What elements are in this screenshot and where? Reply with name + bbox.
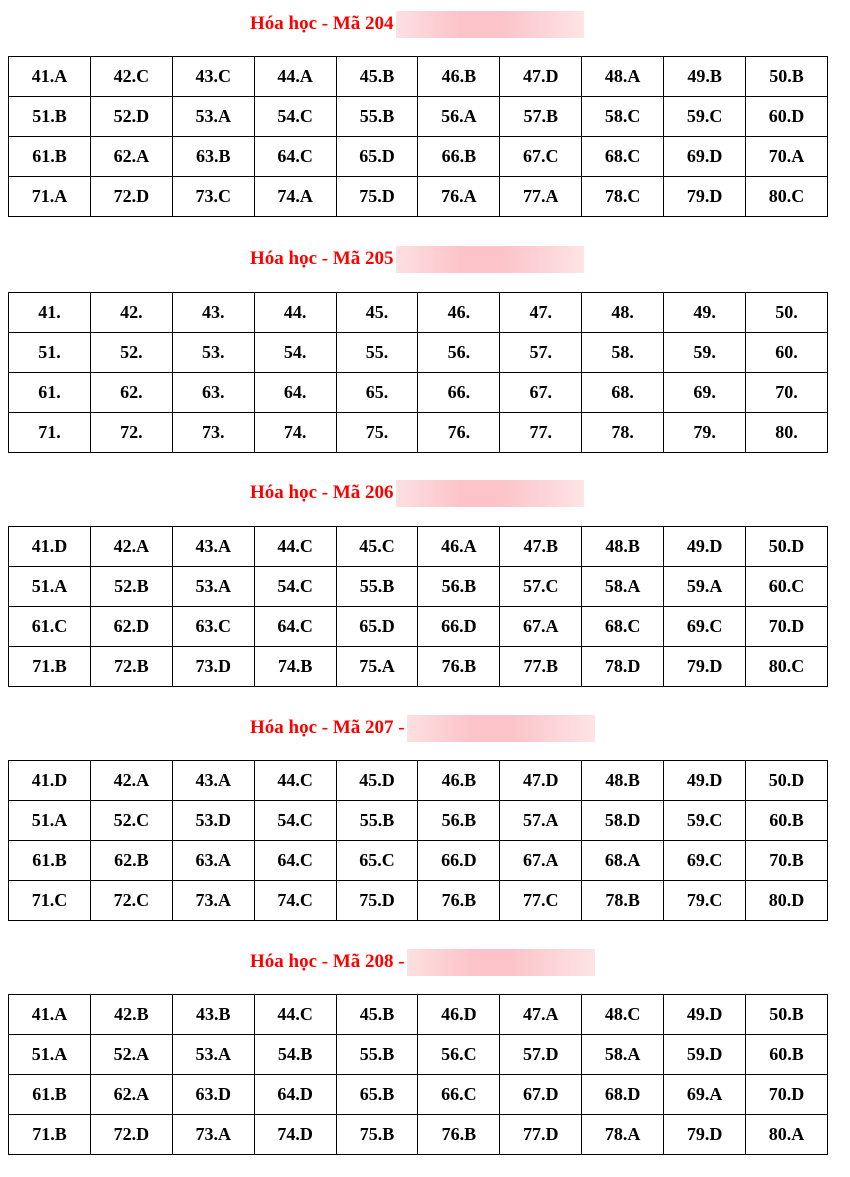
answer-cell: 69.A <box>664 1075 746 1115</box>
answer-cell: 73.D <box>172 647 254 687</box>
answer-cell: 64.C <box>254 607 336 647</box>
answer-cell: 48.B <box>582 761 664 801</box>
answer-cell: 57. <box>500 333 582 373</box>
answer-cell: 66.B <box>418 137 500 177</box>
answer-cell: 68.C <box>582 137 664 177</box>
answer-cell: 47. <box>500 293 582 333</box>
answer-cell: 41.A <box>9 995 91 1035</box>
answer-cell: 80.C <box>746 647 828 687</box>
table-row <box>9 527 828 567</box>
answer-cell: 64. <box>254 373 336 413</box>
answer-cell: 70.B <box>746 841 828 881</box>
answer-cell: 46.D <box>418 995 500 1035</box>
answer-cell: 65.D <box>336 607 418 647</box>
answer-cell: 44.C <box>254 761 336 801</box>
answer-cell: 79.D <box>664 1115 746 1155</box>
answer-cell: 66.C <box>418 1075 500 1115</box>
section-title: Hóa học - Mã 207 - <box>250 717 405 738</box>
answer-cell: 72. <box>90 413 172 453</box>
answer-cell: 43.C <box>172 57 254 97</box>
answer-cell: 47.B <box>500 527 582 567</box>
table-row <box>9 1075 828 1115</box>
answer-cell: 67.C <box>500 137 582 177</box>
answer-cell: 56.A <box>418 97 500 137</box>
answer-cell: 55. <box>336 333 418 373</box>
answer-cell: 43. <box>172 293 254 333</box>
answer-cell: 79.C <box>664 881 746 921</box>
answer-cell: 70.D <box>746 1075 828 1115</box>
answer-cell: 57.A <box>500 801 582 841</box>
answer-cell: 51.A <box>9 1035 91 1075</box>
redacted-blur-block <box>396 11 584 38</box>
answer-cell: 48.C <box>582 995 664 1035</box>
answer-cell: 54.C <box>254 801 336 841</box>
answer-cell: 76.B <box>418 881 500 921</box>
answer-cell: 62. <box>90 373 172 413</box>
answer-table <box>8 292 828 453</box>
answer-cell: 52.A <box>90 1035 172 1075</box>
answer-cell: 52.B <box>90 567 172 607</box>
answer-cell: 54.C <box>254 97 336 137</box>
answer-cell: 57.B <box>500 97 582 137</box>
answer-cell: 69.C <box>664 841 746 881</box>
section-title-row <box>8 9 828 39</box>
answer-cell: 46. <box>418 293 500 333</box>
answer-cell: 56. <box>418 333 500 373</box>
answer-cell: 71. <box>9 413 91 453</box>
answer-cell: 66.D <box>418 607 500 647</box>
answer-cell: 69.D <box>664 137 746 177</box>
answer-cell: 51.A <box>9 801 91 841</box>
answer-cell: 80.A <box>746 1115 828 1155</box>
answer-cell: 52.D <box>90 97 172 137</box>
answer-cell: 61.B <box>9 137 91 177</box>
answer-cell: 67. <box>500 373 582 413</box>
answer-cell: 44.C <box>254 995 336 1035</box>
answer-cell: 60.D <box>746 97 828 137</box>
answer-cell: 75.D <box>336 881 418 921</box>
answer-cell: 45.B <box>336 995 418 1035</box>
answer-cell: 65. <box>336 373 418 413</box>
answer-cell: 50.B <box>746 995 828 1035</box>
answer-cell: 61. <box>9 373 91 413</box>
answer-cell: 42.C <box>90 57 172 97</box>
answer-cell: 67.D <box>500 1075 582 1115</box>
section-title: Hóa học - Mã 204 <box>250 13 394 34</box>
answer-cell: 71.B <box>9 1115 91 1155</box>
answer-cell: 42.A <box>90 527 172 567</box>
answer-cell: 46.B <box>418 57 500 97</box>
answer-cell: 61.B <box>9 841 91 881</box>
answer-cell: 63. <box>172 373 254 413</box>
answer-cell: 75.D <box>336 177 418 217</box>
answer-cell: 73. <box>172 413 254 453</box>
answer-cell: 47.A <box>500 995 582 1035</box>
answer-cell: 71.C <box>9 881 91 921</box>
answer-cell: 42.A <box>90 761 172 801</box>
answer-cell: 41.A <box>9 57 91 97</box>
answer-cell: 41.D <box>9 527 91 567</box>
answer-cell: 53.A <box>172 97 254 137</box>
answer-cell: 43.B <box>172 995 254 1035</box>
answer-cell: 51.B <box>9 97 91 137</box>
answer-cell: 45. <box>336 293 418 333</box>
answer-cell: 42. <box>90 293 172 333</box>
answer-cell: 46.A <box>418 527 500 567</box>
answer-cell: 44. <box>254 293 336 333</box>
answer-cell: 56.B <box>418 801 500 841</box>
answer-cell: 68.A <box>582 841 664 881</box>
answer-cell: 59.C <box>664 97 746 137</box>
answer-cell: 72.B <box>90 647 172 687</box>
answer-cell: 62.D <box>90 607 172 647</box>
answer-cell: 51.A <box>9 567 91 607</box>
table-row <box>9 1115 828 1155</box>
answer-cell: 55.B <box>336 1035 418 1075</box>
section-title-row <box>8 713 828 743</box>
answer-cell: 49.B <box>664 57 746 97</box>
answer-cell: 77. <box>500 413 582 453</box>
answer-cell: 78.D <box>582 647 664 687</box>
answer-cell: 63.B <box>172 137 254 177</box>
redacted-blur-block <box>396 246 584 273</box>
answer-cell: 43.A <box>172 527 254 567</box>
answer-cell: 73.A <box>172 881 254 921</box>
answer-cell: 77.C <box>500 881 582 921</box>
answer-cell: 77.B <box>500 647 582 687</box>
table-row <box>9 841 828 881</box>
answer-cell: 72.D <box>90 177 172 217</box>
answer-cell: 67.A <box>500 841 582 881</box>
redacted-blur-block <box>407 949 595 976</box>
answer-table <box>8 760 828 921</box>
answer-cell: 41.D <box>9 761 91 801</box>
answer-cell: 79.D <box>664 177 746 217</box>
answer-cell: 48.A <box>582 57 664 97</box>
answer-cell: 41. <box>9 293 91 333</box>
answer-cell: 68.C <box>582 607 664 647</box>
answer-cell: 64.C <box>254 841 336 881</box>
answer-cell: 58.A <box>582 567 664 607</box>
answer-cell: 49.D <box>664 761 746 801</box>
table-row <box>9 567 828 607</box>
answer-cell: 76.B <box>418 647 500 687</box>
answer-cell: 53.D <box>172 801 254 841</box>
section-title-row <box>8 244 828 274</box>
answer-cell: 50.D <box>746 527 828 567</box>
answer-cell: 59.D <box>664 1035 746 1075</box>
answer-cell: 60.B <box>746 801 828 841</box>
answer-cell: 57.C <box>500 567 582 607</box>
answer-cell: 63.D <box>172 1075 254 1115</box>
answer-cell: 78.C <box>582 177 664 217</box>
answer-cell: 49.D <box>664 527 746 567</box>
answer-cell: 58.D <box>582 801 664 841</box>
answer-cell: 69. <box>664 373 746 413</box>
answer-cell: 61.B <box>9 1075 91 1115</box>
answer-cell: 62.A <box>90 1075 172 1115</box>
answer-cell: 43.A <box>172 761 254 801</box>
answer-cell: 61.C <box>9 607 91 647</box>
answer-cell: 62.B <box>90 841 172 881</box>
table-row <box>9 293 828 333</box>
table-row <box>9 333 828 373</box>
answer-cell: 71.A <box>9 177 91 217</box>
table-row <box>9 647 828 687</box>
answer-cell: 76.B <box>418 1115 500 1155</box>
answer-cell: 74.A <box>254 177 336 217</box>
answer-cell: 51. <box>9 333 91 373</box>
answer-cell: 59.C <box>664 801 746 841</box>
answer-cell: 58. <box>582 333 664 373</box>
answer-cell: 57.D <box>500 1035 582 1075</box>
answer-cell: 78.B <box>582 881 664 921</box>
answer-cell: 50.D <box>746 761 828 801</box>
answer-cell: 74. <box>254 413 336 453</box>
answer-cell: 80. <box>746 413 828 453</box>
answer-cell: 44.A <box>254 57 336 97</box>
answer-cell: 45.D <box>336 761 418 801</box>
answer-cell: 47.D <box>500 761 582 801</box>
answer-cell: 56.C <box>418 1035 500 1075</box>
table-row <box>9 177 828 217</box>
answer-cell: 54. <box>254 333 336 373</box>
answer-cell: 73.A <box>172 1115 254 1155</box>
answer-cell: 66.D <box>418 841 500 881</box>
answer-cell: 70.A <box>746 137 828 177</box>
answer-cell: 50. <box>746 293 828 333</box>
answer-cell: 56.B <box>418 567 500 607</box>
answer-cell: 74.D <box>254 1115 336 1155</box>
answer-cell: 49. <box>664 293 746 333</box>
answer-cell: 78.A <box>582 1115 664 1155</box>
answer-cell: 65.C <box>336 841 418 881</box>
answer-cell: 66. <box>418 373 500 413</box>
table-row <box>9 995 828 1035</box>
answer-cell: 75. <box>336 413 418 453</box>
answer-cell: 69.C <box>664 607 746 647</box>
answer-cell: 55.B <box>336 567 418 607</box>
answer-cell: 54.B <box>254 1035 336 1075</box>
answer-cell: 54.C <box>254 567 336 607</box>
answer-cell: 76.A <box>418 177 500 217</box>
table-row <box>9 801 828 841</box>
answer-cell: 58.C <box>582 97 664 137</box>
table-row <box>9 881 828 921</box>
answer-cell: 52.C <box>90 801 172 841</box>
answer-table <box>8 56 828 217</box>
answer-cell: 68. <box>582 373 664 413</box>
answer-cell: 78. <box>582 413 664 453</box>
table-row <box>9 97 828 137</box>
section-title: Hóa học - Mã 208 - <box>250 951 405 972</box>
answer-cell: 80.C <box>746 177 828 217</box>
answer-cell: 76. <box>418 413 500 453</box>
answer-cell: 55.B <box>336 97 418 137</box>
answer-cell: 58.A <box>582 1035 664 1075</box>
answer-cell: 60.B <box>746 1035 828 1075</box>
answer-cell: 75.B <box>336 1115 418 1155</box>
table-row <box>9 761 828 801</box>
answer-cell: 60. <box>746 333 828 373</box>
answer-cell: 71.B <box>9 647 91 687</box>
answer-cell: 50.B <box>746 57 828 97</box>
table-row <box>9 373 828 413</box>
answer-cell: 48.B <box>582 527 664 567</box>
table-row <box>9 137 828 177</box>
answer-cell: 74.C <box>254 881 336 921</box>
redacted-blur-block <box>407 715 595 742</box>
answer-cell: 53.A <box>172 1035 254 1075</box>
answer-cell: 63.A <box>172 841 254 881</box>
answer-cell: 79. <box>664 413 746 453</box>
answer-cell: 65.D <box>336 137 418 177</box>
answer-cell: 80.D <box>746 881 828 921</box>
section-title-row <box>8 947 828 977</box>
answer-cell: 74.B <box>254 647 336 687</box>
answer-cell: 72.C <box>90 881 172 921</box>
table-row <box>9 413 828 453</box>
answer-cell: 59.A <box>664 567 746 607</box>
answer-cell: 79.D <box>664 647 746 687</box>
answer-cell: 70. <box>746 373 828 413</box>
table-row <box>9 607 828 647</box>
answer-cell: 75.A <box>336 647 418 687</box>
answer-cell: 67.A <box>500 607 582 647</box>
answer-table <box>8 526 828 687</box>
section-title: Hóa học - Mã 206 <box>250 482 394 503</box>
answer-cell: 59. <box>664 333 746 373</box>
answer-cell: 63.C <box>172 607 254 647</box>
answer-cell: 52. <box>90 333 172 373</box>
answer-cell: 53. <box>172 333 254 373</box>
answer-cell: 77.D <box>500 1115 582 1155</box>
section-title-row <box>8 478 828 508</box>
answer-cell: 53.A <box>172 567 254 607</box>
table-row <box>9 57 828 97</box>
answer-cell: 62.A <box>90 137 172 177</box>
answer-cell: 64.D <box>254 1075 336 1115</box>
answer-cell: 49.D <box>664 995 746 1035</box>
answer-cell: 55.B <box>336 801 418 841</box>
answer-table <box>8 994 828 1155</box>
redacted-blur-block <box>396 480 584 507</box>
answer-cell: 45.C <box>336 527 418 567</box>
answer-cell: 68.D <box>582 1075 664 1115</box>
answer-cell: 73.C <box>172 177 254 217</box>
answer-cell: 46.B <box>418 761 500 801</box>
answer-cell: 44.C <box>254 527 336 567</box>
answer-cell: 42.B <box>90 995 172 1035</box>
answer-cell: 47.D <box>500 57 582 97</box>
section-title: Hóa học - Mã 205 <box>250 248 394 269</box>
table-row <box>9 1035 828 1075</box>
answer-cell: 70.D <box>746 607 828 647</box>
answer-cell: 65.B <box>336 1075 418 1115</box>
answer-cell: 45.B <box>336 57 418 97</box>
answer-cell: 77.A <box>500 177 582 217</box>
answer-cell: 60.C <box>746 567 828 607</box>
answer-cell: 64.C <box>254 137 336 177</box>
answer-cell: 72.D <box>90 1115 172 1155</box>
answer-cell: 48. <box>582 293 664 333</box>
